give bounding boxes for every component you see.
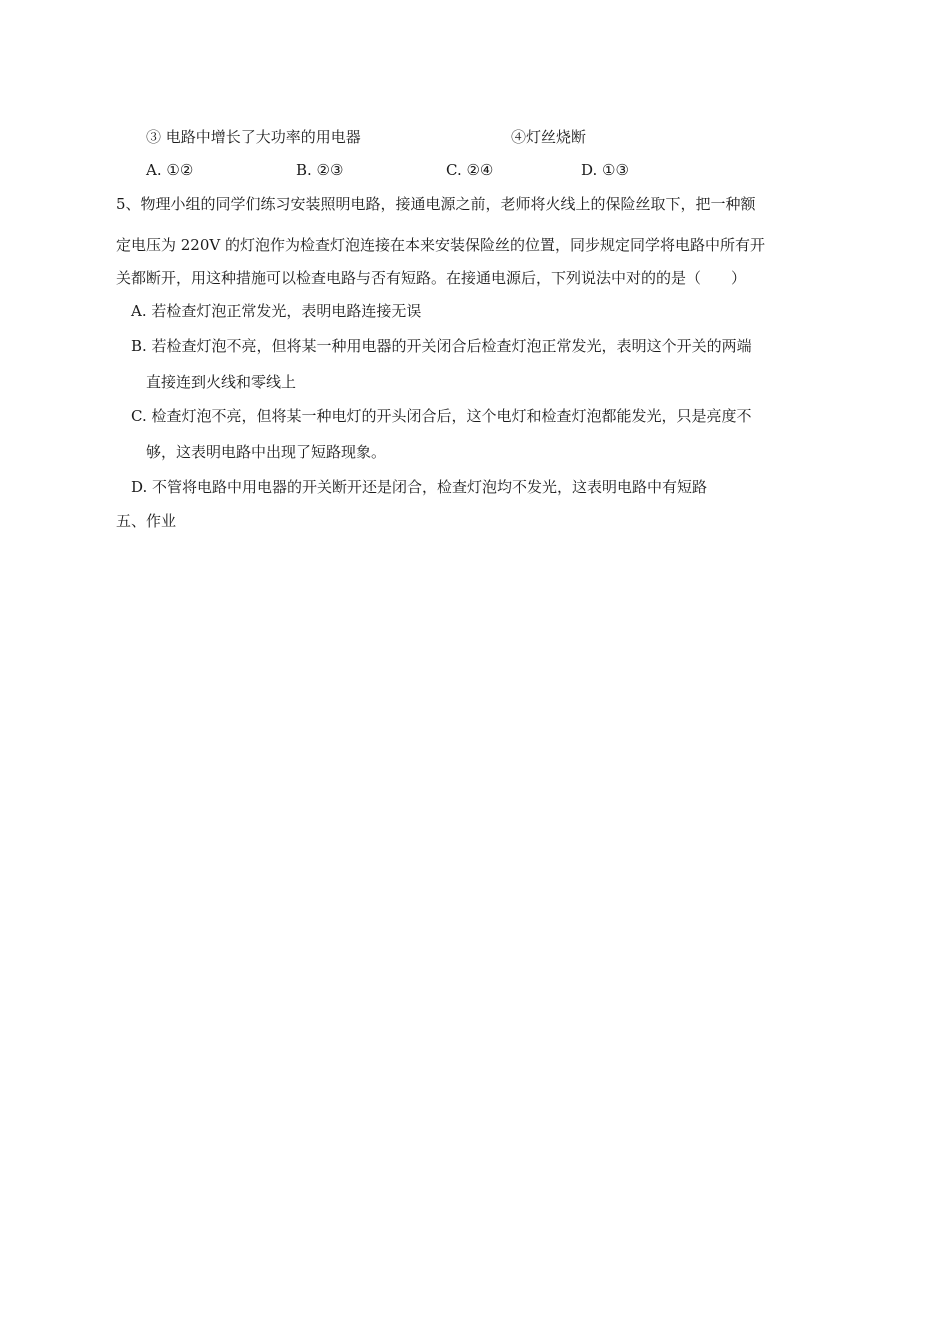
q5-option-b-line-1: B. 若检查灯泡不亮，但将某一种用电器的开关闭合后检查灯泡正常发光，表明这个开关的两端 bbox=[131, 337, 752, 355]
q4-item-4: ④灯丝烧断 bbox=[511, 128, 587, 146]
q5-option-c-line-2: 够，这表明电路中出现了短路现象。 bbox=[146, 443, 387, 461]
q5-option-d: D. 不管将电路中用电器的开关断开还是闭合，检查灯泡均不发光，这表明电路中有短路 bbox=[131, 478, 708, 496]
q4-option-a: A. ①② bbox=[146, 161, 194, 179]
q4-item-3: ③ 电路中增长了大功率的用电器 bbox=[146, 128, 361, 146]
q4-option-d: D. ①③ bbox=[581, 161, 629, 179]
section-5-heading: 五、作业 bbox=[116, 512, 177, 530]
q4-option-b: B. ②③ bbox=[296, 161, 344, 179]
q5-stem-line-1: 5、物理小组的同学们练习安装照明电路，接通电源之前，老师将火线上的保险丝取下，把一种额 bbox=[116, 195, 756, 213]
q4-option-c: C. ②④ bbox=[446, 161, 494, 179]
q5-stem-line-3: 关都断开，用这种措施可以检查电路与否有短路。在接通电源后，下列说法中对的的是（ ） bbox=[116, 269, 747, 287]
q5-option-c-line-1: C. 检查灯泡不亮，但将某一种电灯的开头闭合后，这个电灯和检查灯泡都能发光，只是亮度不 bbox=[131, 407, 752, 425]
q5-option-a: A. 若检查灯泡正常发光，表明电路连接无误 bbox=[131, 302, 422, 320]
q5-stem-line-2: 定电压为 220V 的灯泡作为检查灯泡连接在本来安装保险丝的位置，同步规定同学将电路中所有开 bbox=[116, 236, 766, 254]
q5-option-b-line-2: 直接连到火线和零线上 bbox=[146, 373, 297, 391]
